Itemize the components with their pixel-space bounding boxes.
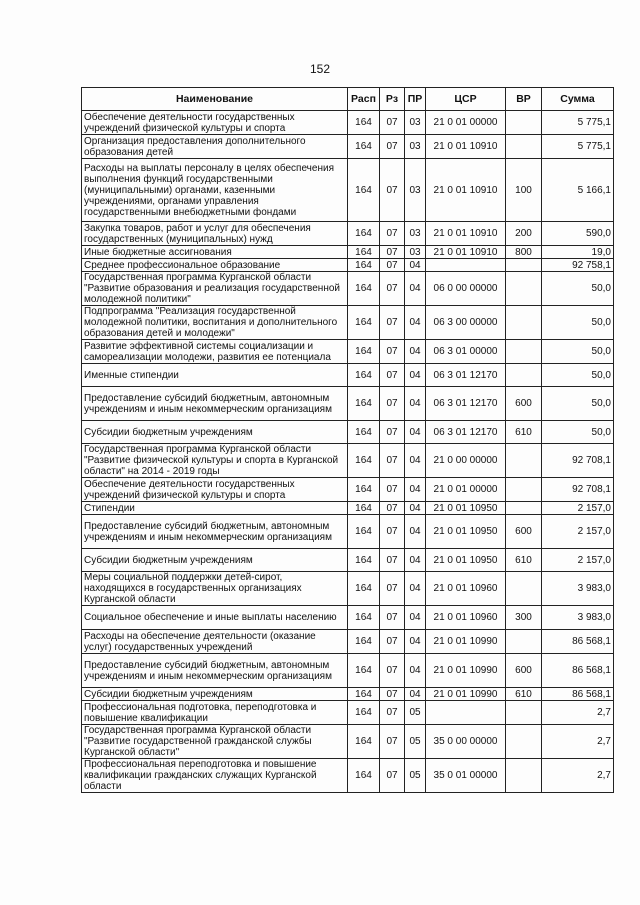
cell-sum: 50,0 [542,306,614,340]
cell-pr: 03 [405,159,426,222]
cell-name: Именные стипендии [82,364,348,387]
cell-rasp: 164 [348,701,380,725]
cell-name: Предоставление субсидий бюджетным, автономным учреждениям и иным некоммерческим организациям [82,515,348,549]
table-row [82,111,614,135]
cell-rz: 07 [380,444,405,478]
cell-rz: 07 [380,364,405,387]
cell-csr: 35 0 01 00000 [426,759,506,793]
table-row [82,444,614,478]
cell-name: Государственная программа Курганской области "Развитие образования и реализация государственной молодежной политики" [82,272,348,306]
cell-sum: 92 708,1 [542,444,614,478]
cell-pr: 04 [405,272,426,306]
cell-sum: 3 983,0 [542,572,614,606]
cell-rasp: 164 [348,759,380,793]
cell-pr: 03 [405,246,426,259]
cell-vr [506,306,542,340]
cell-name: Развитие эффективной системы социализации и самореализации молодежи, развития ее потенциала [82,340,348,364]
cell-vr: 200 [506,222,542,246]
header-sum: Сумма [542,88,614,111]
header-name: Наименование [82,88,348,111]
cell-rasp: 164 [348,549,380,572]
cell-pr: 04 [405,630,426,654]
cell-sum: 5 775,1 [542,135,614,159]
cell-pr: 04 [405,572,426,606]
cell-sum: 86 568,1 [542,630,614,654]
cell-sum: 2,7 [542,759,614,793]
cell-sum: 19,0 [542,246,614,259]
cell-rz: 07 [380,135,405,159]
table-row [82,421,614,444]
cell-name: Среднее профессиональное образование [82,259,348,272]
cell-csr: 21 0 01 10990 [426,630,506,654]
cell-csr: 21 0 01 10910 [426,135,506,159]
cell-sum: 86 568,1 [542,654,614,688]
cell-rz: 07 [380,246,405,259]
table-row [82,222,614,246]
table-row [82,606,614,630]
cell-rasp: 164 [348,272,380,306]
cell-pr: 04 [405,259,426,272]
cell-name: Профессиональная подготовка, переподготовка и повышение квалификации [82,701,348,725]
cell-sum: 2,7 [542,725,614,759]
cell-pr: 04 [405,421,426,444]
table-row [82,549,614,572]
cell-rasp: 164 [348,688,380,701]
cell-sum: 2,7 [542,701,614,725]
cell-vr [506,111,542,135]
cell-name: Стипендии [82,502,348,515]
cell-csr: 21 0 00 00000 [426,444,506,478]
budget-table [81,87,614,793]
cell-vr: 600 [506,387,542,421]
cell-rz: 07 [380,572,405,606]
table-header-row [82,88,614,111]
table-row [82,502,614,515]
cell-rz: 07 [380,111,405,135]
cell-rasp: 164 [348,340,380,364]
cell-rasp: 164 [348,630,380,654]
table-row [82,515,614,549]
cell-pr: 04 [405,444,426,478]
cell-csr: 21 0 01 10960 [426,572,506,606]
cell-csr: 21 0 01 10910 [426,246,506,259]
cell-name: Субсидии бюджетным учреждениям [82,549,348,572]
cell-sum: 86 568,1 [542,688,614,701]
cell-pr: 04 [405,364,426,387]
cell-name: Субсидии бюджетным учреждениям [82,688,348,701]
cell-rz: 07 [380,306,405,340]
cell-vr [506,340,542,364]
cell-rasp: 164 [348,387,380,421]
cell-sum: 5 775,1 [542,111,614,135]
cell-rz: 07 [380,759,405,793]
cell-csr: 21 0 01 00000 [426,111,506,135]
header-csr: ЦСР [426,88,506,111]
header-vr: ВР [506,88,542,111]
cell-name: Расходы на обеспечение деятельности (оказание услуг) государственных учреждений [82,630,348,654]
cell-pr: 04 [405,654,426,688]
cell-sum: 2 157,0 [542,549,614,572]
cell-rz: 07 [380,515,405,549]
cell-rz: 07 [380,272,405,306]
cell-pr: 05 [405,701,426,725]
cell-vr [506,572,542,606]
cell-pr: 05 [405,759,426,793]
cell-csr: 06 3 01 12170 [426,364,506,387]
cell-csr: 21 0 01 10990 [426,688,506,701]
cell-pr: 04 [405,502,426,515]
cell-pr: 05 [405,725,426,759]
cell-rz: 07 [380,630,405,654]
cell-rz: 07 [380,340,405,364]
cell-name: Подпрограмма "Реализация государственной молодежной политики, воспитания и дополнительного образования детей и молодежи" [82,306,348,340]
cell-sum: 2 157,0 [542,515,614,549]
cell-pr: 03 [405,135,426,159]
cell-rasp: 164 [348,246,380,259]
cell-sum: 50,0 [542,272,614,306]
cell-rasp: 164 [348,502,380,515]
cell-vr: 610 [506,688,542,701]
cell-rasp: 164 [348,306,380,340]
cell-rasp: 164 [348,421,380,444]
cell-rz: 07 [380,654,405,688]
cell-sum: 5 166,1 [542,159,614,222]
cell-rasp: 164 [348,725,380,759]
cell-csr: 21 0 01 10950 [426,549,506,572]
cell-pr: 03 [405,111,426,135]
cell-sum: 590,0 [542,222,614,246]
cell-vr: 610 [506,549,542,572]
cell-vr: 600 [506,515,542,549]
cell-csr: 06 3 01 00000 [426,340,506,364]
cell-csr: 21 0 01 10950 [426,502,506,515]
header-rasp: Расп [348,88,380,111]
table-row [82,759,614,793]
cell-rasp: 164 [348,478,380,502]
cell-name: Профессиональная переподготовка и повышение квалификации гражданских служащих Курганской области [82,759,348,793]
cell-vr [506,630,542,654]
cell-rasp: 164 [348,572,380,606]
cell-name: Обеспечение деятельности государственных учреждений физической культуры и спорта [82,478,348,502]
cell-rz: 07 [380,549,405,572]
table-row [82,246,614,259]
table-row [82,725,614,759]
table-row [82,478,614,502]
table-row [82,364,614,387]
table-row [82,688,614,701]
cell-sum: 50,0 [542,364,614,387]
cell-vr [506,725,542,759]
cell-rasp: 164 [348,135,380,159]
cell-pr: 04 [405,387,426,421]
cell-csr: 21 0 01 10990 [426,654,506,688]
cell-pr: 04 [405,688,426,701]
table-row [82,387,614,421]
cell-vr [506,364,542,387]
cell-pr: 04 [405,606,426,630]
cell-rasp: 164 [348,159,380,222]
cell-name: Предоставление субсидий бюджетным, автономным учреждениям и иным некоммерческим организациям [82,387,348,421]
cell-rz: 07 [380,387,405,421]
cell-pr: 04 [405,515,426,549]
cell-rz: 07 [380,259,405,272]
header-rz: Рз [380,88,405,111]
cell-rasp: 164 [348,606,380,630]
cell-sum: 3 983,0 [542,606,614,630]
table-row [82,135,614,159]
cell-name: Меры социальной поддержки детей-сирот, находящихся в государственных организациях Курганской области [82,572,348,606]
cell-csr [426,701,506,725]
cell-vr [506,272,542,306]
cell-rasp: 164 [348,222,380,246]
cell-name: Иные бюджетные ассигнования [82,246,348,259]
cell-sum: 50,0 [542,387,614,421]
cell-csr: 21 0 01 10960 [426,606,506,630]
cell-rz: 07 [380,502,405,515]
cell-csr: 21 0 01 10910 [426,159,506,222]
cell-sum: 92 708,1 [542,478,614,502]
cell-sum: 50,0 [542,421,614,444]
cell-csr: 06 3 01 12170 [426,387,506,421]
cell-name: Закупка товаров, работ и услуг для обеспечения государственных (муниципальных) нужд [82,222,348,246]
table-row [82,630,614,654]
cell-vr [506,759,542,793]
cell-csr: 35 0 00 00000 [426,725,506,759]
header-pr: ПР [405,88,426,111]
cell-vr [506,444,542,478]
cell-vr [506,502,542,515]
cell-rasp: 164 [348,515,380,549]
cell-vr: 800 [506,246,542,259]
table-row [82,272,614,306]
cell-csr: 06 3 01 12170 [426,421,506,444]
cell-rz: 07 [380,159,405,222]
cell-vr [506,701,542,725]
cell-rasp: 164 [348,364,380,387]
table-row [82,572,614,606]
cell-rz: 07 [380,478,405,502]
table-row [82,654,614,688]
table-row [82,701,614,725]
cell-name: Социальное обеспечение и иные выплаты населению [82,606,348,630]
table-row [82,340,614,364]
cell-rasp: 164 [348,654,380,688]
cell-rasp: 164 [348,111,380,135]
cell-pr: 04 [405,549,426,572]
cell-vr [506,478,542,502]
cell-csr: 21 0 01 10910 [426,222,506,246]
cell-pr: 04 [405,306,426,340]
cell-pr: 04 [405,340,426,364]
cell-name: Субсидии бюджетным учреждениям [82,421,348,444]
cell-rasp: 164 [348,259,380,272]
cell-vr: 100 [506,159,542,222]
cell-name: Государственная программа Курганской области "Развитие государственной гражданской службы Курганской области" [82,725,348,759]
cell-csr: 06 0 00 00000 [426,272,506,306]
page-number: 152 [309,62,331,76]
cell-vr: 300 [506,606,542,630]
cell-vr [506,259,542,272]
cell-rz: 07 [380,606,405,630]
cell-rz: 07 [380,688,405,701]
cell-name: Предоставление субсидий бюджетным, автономным учреждениям и иным некоммерческим организациям [82,654,348,688]
table-row [82,306,614,340]
cell-name: Государственная программа Курганской области "Развитие физической культуры и спорта в Курганской области" на 2014 - 2019 годы [82,444,348,478]
cell-rz: 07 [380,701,405,725]
cell-sum: 2 157,0 [542,502,614,515]
table-row [82,159,614,222]
cell-vr: 610 [506,421,542,444]
cell-name: Обеспечение деятельности государственных учреждений физической культуры и спорта [82,111,348,135]
cell-rz: 07 [380,421,405,444]
cell-csr: 21 0 01 00000 [426,478,506,502]
cell-name: Организация предоставления дополнительного образования детей [82,135,348,159]
cell-csr: 06 3 00 00000 [426,306,506,340]
table-row [82,259,614,272]
cell-csr [426,259,506,272]
cell-pr: 04 [405,478,426,502]
cell-rasp: 164 [348,444,380,478]
cell-rz: 07 [380,725,405,759]
cell-rz: 07 [380,222,405,246]
cell-sum: 92 758,1 [542,259,614,272]
cell-sum: 50,0 [542,340,614,364]
cell-csr: 21 0 01 10950 [426,515,506,549]
cell-name: Расходы на выплаты персоналу в целях обеспечения выполнения функций государственными (муниципальными) органами, казенными учреждениями, органами управления государственными внебюджетными фондами [82,159,348,222]
cell-vr: 600 [506,654,542,688]
cell-vr [506,135,542,159]
cell-pr: 03 [405,222,426,246]
